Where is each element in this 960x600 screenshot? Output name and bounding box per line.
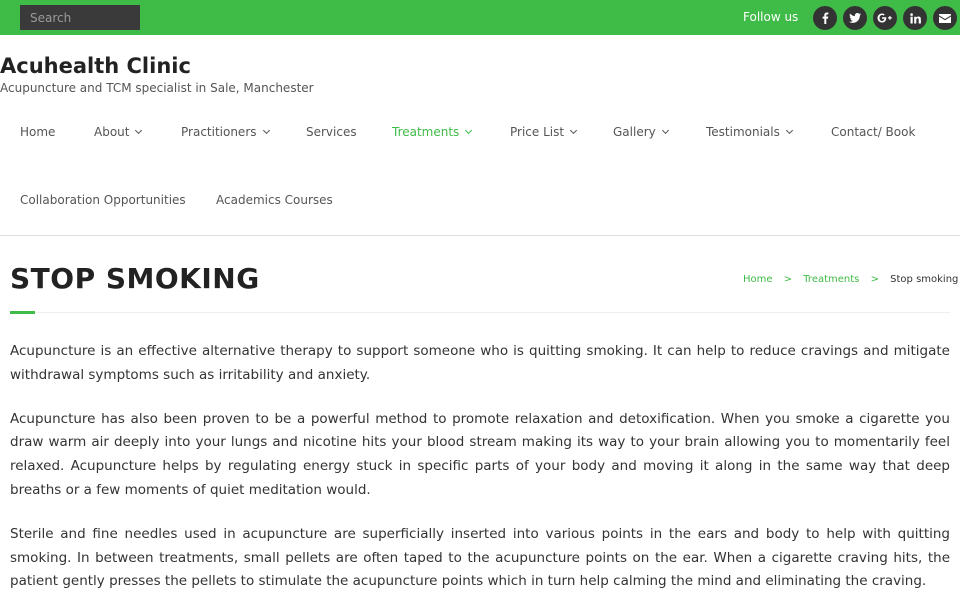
nav-item-label: Testimonials: [706, 125, 780, 139]
facebook-icon[interactable]: [813, 6, 837, 30]
nav-item-label: Gallery: [613, 125, 656, 139]
nav-item-label: Contact/ Book: [831, 125, 916, 139]
breadcrumb-separator: >: [783, 274, 793, 285]
breadcrumb-current: Stop smoking: [890, 274, 959, 285]
nav-item-label: Collaboration Opportunities: [20, 193, 186, 207]
nav-item-label: Practitioners: [181, 125, 257, 139]
nav-item-label: Treatments: [392, 125, 460, 139]
nav-item-about[interactable]: [94, 125, 141, 139]
search-input[interactable]: [20, 5, 140, 30]
title-accent-bar: [10, 311, 35, 314]
nav-item-collaboration-opportunities[interactable]: [20, 193, 186, 207]
site-title[interactable]: Acuhealth Clinic: [0, 54, 191, 78]
email-icon[interactable]: [933, 6, 957, 30]
breadcrumb: [743, 274, 958, 285]
nav-item-label: About: [94, 125, 130, 139]
chevron-down-icon: [786, 127, 793, 134]
nav-item-practitioners[interactable]: [181, 125, 269, 139]
title-divider: [10, 312, 950, 313]
chevron-down-icon: [570, 127, 577, 134]
nav-item-testimonials[interactable]: [706, 125, 792, 139]
nav-item-price-list[interactable]: [510, 125, 576, 139]
chevron-down-icon: [262, 127, 269, 134]
chevron-down-icon: [662, 127, 669, 134]
twitter-icon[interactable]: [843, 6, 867, 30]
nav-item-academics-courses[interactable]: [216, 193, 333, 207]
breadcrumb-treatments-link[interactable]: Treatments: [803, 274, 860, 285]
nav-item-label: Price List: [510, 125, 565, 139]
nav-item-label: Services: [306, 125, 357, 139]
nav-item-treatments[interactable]: [392, 125, 471, 139]
article-paragraph: Sterile and fine needles used in acupuncture are superficially inserted into various points in the ears and body to help with quitting smoking. In between treatments, small pellets are often taped to the acupuncture points on the ear. When a cigarette craving hits, the patient gently presses the pellets to stimulate the acupuncture points which in turn help calming the mind and eliminating the craving.: [10, 525, 950, 590]
chevron-down-icon: [465, 127, 472, 134]
nav-item-contact-book[interactable]: [831, 125, 915, 139]
nav-item-home[interactable]: [20, 125, 55, 139]
chevron-down-icon: [135, 127, 142, 134]
nav-item-gallery[interactable]: [613, 125, 668, 139]
breadcrumb-home-link[interactable]: Home: [743, 274, 773, 285]
article-content: [10, 340, 950, 600]
nav-item-services[interactable]: [306, 125, 357, 139]
follow-us-label: Follow us: [743, 10, 799, 24]
top-bar: [0, 0, 960, 35]
site-tagline: Acupuncture and TCM specialist in Sale, Manchester: [0, 81, 314, 95]
linkedin-icon[interactable]: [903, 6, 927, 30]
article-paragraph: Acupuncture has also been proven to be a powerful method to promote relaxation and detoxification. When you smoke a cigarette you draw warm air deeply into your lungs and nicotine hits your blood stream making its way to your brain allowing you to momentarily feel relaxed. Acupuncture helps by regulating energy stuck in specific parts of your body and moving it along in the same way that deep breaths or a few moments of quiet meditation would.: [10, 410, 950, 498]
article-paragraph: Acupuncture is an effective alternative therapy to support someone who is quitting smoking. It can help to reduce cravings and mitigate withdrawal symptoms such as irritability and anxiety.: [10, 343, 950, 383]
page-title: STOP SMOKING: [10, 262, 260, 295]
breadcrumb-separator: >: [870, 274, 879, 285]
nav-divider: [0, 235, 960, 236]
google-plus-icon[interactable]: [873, 6, 897, 30]
nav-item-label: Home: [20, 125, 56, 139]
nav-item-label: Academics Courses: [216, 193, 333, 207]
